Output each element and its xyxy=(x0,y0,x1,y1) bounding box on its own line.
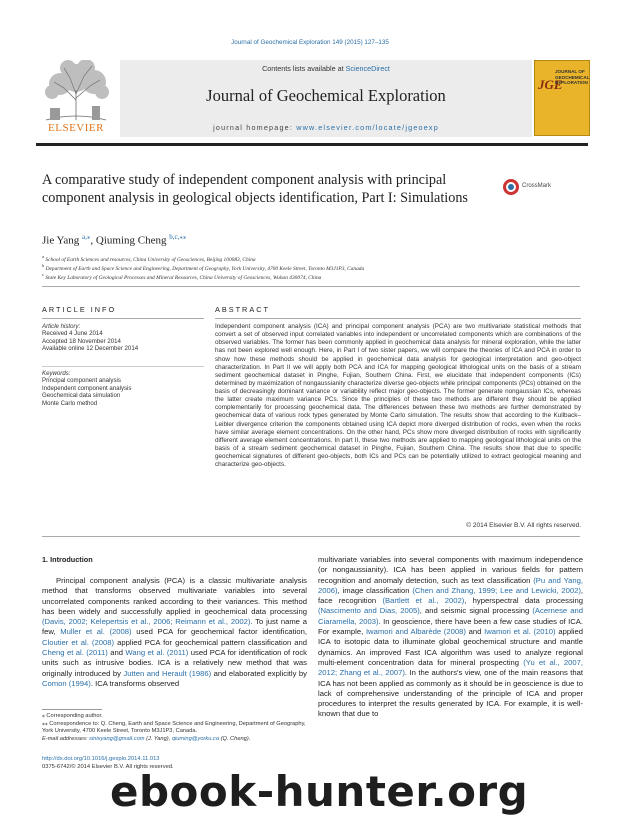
citation-link[interactable]: Iwamori et al. (2010) xyxy=(484,627,556,637)
body-column-right: multivariate variables into several components with maximum independence (or nongaussianity). ICA has been applied in various fields for pattern recognition and anomaly detection, such as text classification (Pu and Yang, 2006), image classification (Chen and Zhang, 1999; Lee and Lewicki, 2002), face recognition (Bartlett et al., 2002), hyperspectral data processing (Nascimento and Dias, 2005), and seismic signal processing (Acernese and Ciaramella, 2003). In geoscience, there have been a few case studies of ICA. For example, Iwamori and Albarède (2008) and Iwamori et al. (2010) applied ICA to isotopic data to illuminate global geochemical structure and mantle dynamics. An improved Fast ICA algorithm was used to analyze regional multi-element concentration data for mineral prospecting (Yu et al., 2007, 2012; Zhang et al., 2007). In the authors's view, one of the main reasons that ICA has not been applied as commonly as it should be in geoscience is due to lack of comprehensive understanding of the principle of ICA and proper procedures to interpret the results generated by ICA. For example, it is well-known that due to xyxy=(318,555,584,719)
history-label: Article history: xyxy=(42,323,81,330)
doi-link[interactable]: http://dx.doi.org/10.1016/j.gexplo.2014.11.013 xyxy=(42,756,160,762)
citation-link[interactable]: (Pu and Yang, 2006) xyxy=(318,575,583,595)
homepage-prefix: journal homepage: xyxy=(213,123,297,132)
homepage-link[interactable]: www.elsevier.com/locate/jgeoexp xyxy=(296,123,439,132)
cover-title: JOURNAL OF GEOCHEMICAL EXPLORATION xyxy=(555,69,590,85)
citation-link[interactable]: (Acernese and Ciaramella, 2003) xyxy=(318,606,583,626)
keyword: Principal component analysis xyxy=(42,377,121,385)
affiliation-text: State Key Laboratory of Geological Processes and Mineral Resources, China University of Geosciences, Wuhan 430074, China xyxy=(45,274,322,281)
divider xyxy=(215,318,581,319)
watermark-text: ebook-hunter.org xyxy=(110,767,529,816)
citation-link[interactable]: (Yu et al., 2007, 2012; Zhang et al., 2007) xyxy=(318,657,583,678)
crossmark-label: CrossMark xyxy=(522,183,552,189)
citation-link[interactable]: Muller et al. (2008) xyxy=(60,627,132,637)
citation-link[interactable]: (Bartlett et al., 2002) xyxy=(382,596,465,606)
affiliation-text: School of Earth Sciences and resources, China University of Geosciences, Beijing 100083, China xyxy=(45,256,256,263)
divider xyxy=(42,286,580,287)
affiliation-marker: c xyxy=(42,272,44,277)
email-owner: (Q. Cheng). xyxy=(219,736,251,742)
divider xyxy=(42,318,204,319)
article-title: A comparative study of independent component analysis with principal component analysis in geological objects identification, Part I: Simulations xyxy=(42,172,468,206)
footnote-rule xyxy=(42,709,102,710)
citation-link[interactable]: (Nascimento and Dias, 2005) xyxy=(318,606,420,616)
keywords xyxy=(42,370,202,407)
citation-link[interactable]: Cloutier et al. (2008) xyxy=(42,637,115,647)
citation-link[interactable]: Cheng et al. (2011) xyxy=(42,648,108,658)
elsevier-wordmark: ELSEVIER xyxy=(48,122,104,134)
author-affil-ref[interactable]: a,⁎ xyxy=(82,233,91,241)
abstract-text: Independent component analysis (ICA) and principal component analysis (PCA) are two multivariate statistical methods that convert a set of observed input correlated variables into independent or uncorrelated components which are combinations of the observed variables. The former has been commonly applied in geochemical data analysis for mineral exploration, while the latter has not been explored well enough. Here, in Part I of two sister papers, we will compare the theories of ICA and PCA in order to show how these methods should be applied in geochemical data analysis for geological interpretation and geo-object characterization. In Part II we will apply both PCA and ICA for mapping geological lithological units on the basis of a stream sediment geochemical dataset in Pinghe, Fujian, Southern China. First, we elucidate that independent components (ICs) determined by maximization of nongaussianity characterize diverse geo-objects while principal components (PCs) obtained on the basis of decreasingly dominant variance or variability reflect major geo-objects. The former generate nongaussian ICs, whereas the latter create maximum variance PCs. Since the principles of these two methods are different they should be applied complementarily for processing geochemical data. The differences between these two methods are further demonstrated by geochemical data of various rock types generated by Monte Carlo simulation. The results show that according to the Kullback–Leibler divergence criterion the components obtained using ICA depict more diverged distribution of rocks, even when the rocks have similar average element concentrations. On the other hand, PCs show more diverged distribution of rocks with significantly different average element concentrations. In part II, these two methods are applied to mapping geological lithological units on the basis of a stream sediment geochemical dataset in Pinghe, Fujian, Southern China. The results show that due to specific geochemical signatures of different geo-objects, both ICs and PCs can be potentially utilized to extract geological meaning and characterize geo-objects. xyxy=(215,323,581,469)
citation-link[interactable]: (Chen and Zhang, 1999; Lee and Lewicki, 2002) xyxy=(412,585,581,595)
header-rule xyxy=(36,143,588,146)
keywords-label: Keywords: xyxy=(42,370,71,377)
history-item: Received 4 June 2014 xyxy=(42,330,103,338)
body-column-left: Principal component analysis (PCA) is a classic multivariate analysis method that transforms observed multivariate variables into several uncorrelated components ranked according to their variances. This method has been widely and successfully applied in geochemical data processing (Davis, 2002; Kelepertsis et al., 2006; Reimann et al., 2002). To just name a few, Muller et al. (2008) used PCA for geochemical factor identification, Cloutier et al. (2008) applied PCA for geochemical pattern classification and Cheng et al. (2011) and Wang et al. (2011) used PCA for identification of rock units such as intrusive bodies. ICA is a relatively new method that was originally introduced by Jutten and Herault (1986) and elaborated explicitly by Comon (1994). ICA transforms observed xyxy=(42,576,308,688)
affiliation-text: Department of Earth and Space Science and Engineering, Department of Geography, York University, 4700 Keele Street, Toronto M3J1P3, Canada xyxy=(45,265,365,272)
citation-link[interactable]: Iwamori and Albarède (2008) xyxy=(365,627,466,637)
affiliation xyxy=(42,272,321,281)
author-list: Jie Yang $^{a,⁎}$, Qiuming Cheng $^{b,c,⁎⁎}$ xyxy=(42,233,187,247)
history-item: Accepted 18 November 2014 xyxy=(42,337,121,345)
journal-title: Journal of Geochemical Exploration xyxy=(206,86,446,105)
author-name: Qiuming Cheng xyxy=(95,234,167,247)
footnote-corresponding: ⁎ Corresponding author. xyxy=(42,713,103,719)
article-history xyxy=(42,323,202,353)
email-label: E-mail addresses: xyxy=(42,736,90,742)
section-heading: 1. Introduction xyxy=(42,555,93,564)
citation-link[interactable]: Comon (1994) xyxy=(42,678,91,688)
citation-link[interactable]: (Davis, 2002; Kelepertsis et al., 2006; Reimann et al., 2002) xyxy=(42,617,251,627)
crossmark-badge[interactable] xyxy=(502,177,560,197)
email-link[interactable]: sinixyang@gmail.com xyxy=(89,736,145,742)
email-owner: (J. Yang), xyxy=(144,736,172,742)
email-link[interactable]: qiuming@yorku.ca xyxy=(171,736,219,742)
contents-line xyxy=(120,64,532,73)
affiliation xyxy=(42,254,256,263)
divider xyxy=(42,366,204,367)
sciencedirect-link[interactable]: ScienceDirect xyxy=(345,64,390,73)
divider xyxy=(42,536,580,537)
affiliation xyxy=(42,263,364,272)
copyright-notice: © 2014 Elsevier B.V. All rights reserved. xyxy=(466,522,581,529)
affiliation-marker: a xyxy=(42,254,44,259)
issn-line: 0375-6742/© 2014 Elsevier B.V. All rights reserved. xyxy=(42,763,174,770)
keyword: Independent component analysis xyxy=(42,384,132,392)
journal-reference[interactable]: Journal of Geochemical Exploration 149 (2015) 127–135 xyxy=(231,39,389,46)
cover-abbrev: JGE xyxy=(538,77,563,92)
author-affil-ref[interactable]: b,c,⁎⁎ xyxy=(169,233,187,241)
citation-link[interactable]: Jutten and Herault (1986) xyxy=(123,668,212,678)
keyword: Geochemical data simulation xyxy=(42,392,121,400)
keyword: Monte Carlo method xyxy=(42,399,98,407)
journal-homepage xyxy=(120,123,532,132)
article-info-heading: ARTICLE INFO xyxy=(42,305,117,314)
affiliation-marker: b xyxy=(42,263,45,268)
footnote-emails xyxy=(42,736,307,743)
citation-link[interactable]: Wang et al. (2011) xyxy=(125,648,189,658)
history-item: Available online 12 December 2014 xyxy=(42,345,139,353)
contents-prefix: Contents lists available at xyxy=(262,64,346,73)
abstract-heading: ABSTRACT xyxy=(215,305,270,314)
author-name: Jie Yang xyxy=(42,234,80,247)
journal-cover-thumbnail[interactable] xyxy=(534,60,590,136)
footnote-correspondence: ⁎⁎ Correspondence to: Q. Cheng, Earth and Space Science and Engineering, Department of Geography, York University, 4700 Keele Street, Toronto M3J1P3, Canada. xyxy=(42,721,306,735)
